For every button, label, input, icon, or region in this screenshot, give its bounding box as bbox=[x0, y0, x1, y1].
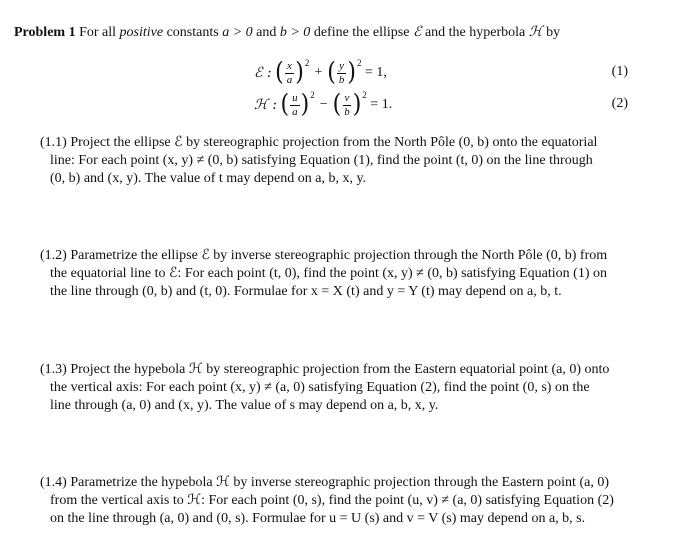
fraction-denominator: a bbox=[286, 73, 293, 86]
intro-positive: positive bbox=[119, 25, 164, 40]
equation-operator: + bbox=[314, 65, 323, 80]
part-line: (0, b) and (x, y). The value of t may depend on a, b, x, y. bbox=[50, 171, 367, 186]
intro-text: define the ellipse bbox=[313, 25, 410, 40]
exponent: 2 bbox=[362, 90, 367, 100]
part-line: from the vertical axis to ℋ: For each point (0, s), find the point (u, v) ≠ (a, 0) satisfying Equation (2) bbox=[50, 493, 614, 508]
fraction-denominator: b bbox=[338, 73, 345, 86]
intro-cond-b: b > 0 bbox=[279, 25, 311, 40]
fraction-denominator: a bbox=[292, 105, 298, 118]
problem-label: Problem 1 bbox=[14, 25, 76, 40]
part-1-1 bbox=[40, 134, 630, 188]
fraction-numerator: y bbox=[339, 59, 345, 72]
exponent: 2 bbox=[356, 58, 362, 68]
equation-lhs: ℰ : bbox=[254, 65, 272, 81]
part-1-3 bbox=[40, 361, 630, 415]
exponent: 2 bbox=[310, 90, 315, 100]
equation-ellipse: ℰ : ( $\frac{x}{a}$ ) 2 + ( $\frac{y}{b}$ ) 2 = 1, (1) bbox=[254, 58, 628, 87]
intro-text: For all bbox=[79, 25, 117, 40]
part-line: the equatorial line to ℰ: For each point (t, 0), find the point (x, y) ≠ (0, b) satisfying Equation (1) on bbox=[50, 266, 607, 281]
intro-text: and bbox=[256, 25, 277, 40]
fraction bbox=[337, 61, 347, 86]
fraction-numerator: v bbox=[344, 91, 350, 104]
fraction bbox=[342, 93, 352, 118]
fraction-denominator: b bbox=[344, 105, 350, 118]
part-line: on the line through (a, 0) and (0, s). Formulae for u = U (s) and v = V (s) may depend on a, b, s. bbox=[50, 511, 586, 526]
fraction bbox=[290, 93, 300, 118]
intro-text: constants bbox=[166, 25, 219, 40]
exponent: 2 bbox=[304, 58, 310, 68]
intro-cond-a: a > 0 bbox=[222, 25, 253, 40]
equation-rhs: = 1, bbox=[364, 65, 387, 80]
intro-text: by bbox=[546, 25, 561, 40]
equation-rhs: = 1. bbox=[370, 97, 393, 112]
intro-text: and the hyperbola bbox=[424, 25, 526, 40]
part-line: (1.2) Parametrize the ellipse ℰ by inverse stereographic projection through the North Pôle (0, b) from bbox=[40, 248, 608, 263]
part-1-2 bbox=[40, 247, 630, 301]
problem-intro bbox=[14, 23, 674, 42]
fraction-numerator: x bbox=[287, 59, 292, 72]
equation-operator: − bbox=[319, 97, 328, 112]
ellipse-symbol: ℰ bbox=[412, 24, 422, 40]
equation-number: (1) bbox=[611, 64, 628, 79]
equation-number: (2) bbox=[611, 96, 628, 111]
part-line: line through (a, 0) and (x, y). The value of s may depend on a, b, x, y. bbox=[50, 398, 439, 413]
part-line: the line through (0, b) and (t, 0). Formulae for x = X (t) and y = Y (t) may depend on a, b, t. bbox=[50, 284, 562, 299]
hyperbola-symbol: ℋ bbox=[528, 24, 543, 40]
part-line: (1.1) Project the ellipse ℰ by stereographic projection from the North Pôle (0, b) onto the equatorial bbox=[40, 135, 598, 150]
equation-lhs: ℋ : bbox=[254, 97, 278, 113]
fraction-numerator: u bbox=[292, 91, 298, 104]
part-line: the vertical axis: For each point (x, y) ≠ (a, 0) satisfying Equation (2), find the point (0, s) on the bbox=[50, 380, 590, 395]
fraction bbox=[285, 61, 295, 86]
equation-hyperbola: ℋ : ( $\frac{u}{a}$ ) 2 − ( $\frac{v}{b}$ ) 2 = 1. (2) bbox=[254, 90, 628, 119]
part-1-4 bbox=[40, 474, 630, 528]
part-line: line: For each point (x, y) ≠ (0, b) satisfying Equation (1), find the point (t, 0) on the line through bbox=[50, 153, 593, 168]
part-line: (1.3) Project the hypebola ℋ by stereographic projection from the Eastern equatorial point (a, 0) onto bbox=[40, 362, 610, 377]
part-line: (1.4) Parametrize the hypebola ℋ by inverse stereographic projection through the Eastern point (a, 0) bbox=[40, 475, 609, 490]
